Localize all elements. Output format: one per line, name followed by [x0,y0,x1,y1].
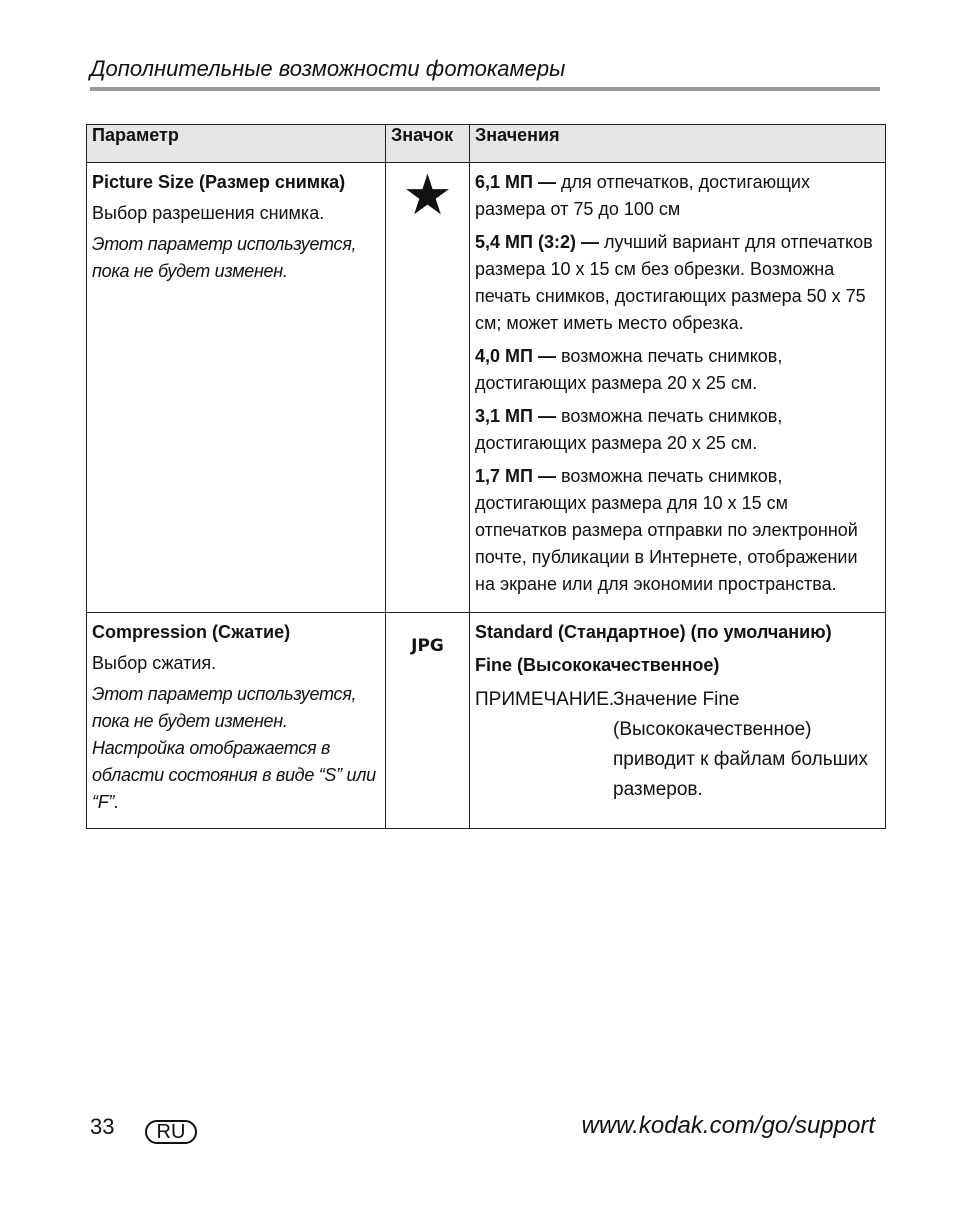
value-label: 5,4 МП (3:2) — [475,232,599,252]
table-row-picture-size [87,163,886,613]
note-label: ПРИМЕЧАНИЕ. [475,689,615,710]
language-badge: RU [145,1120,197,1144]
param-cell [87,613,386,829]
value-item [475,403,880,457]
page-header-title: Дополнительные возможности фотокамеры [90,56,566,81]
note-text: Значение Fine (Высококачественное) приводит к файлам больших размеров. [613,689,868,800]
value-item [475,169,880,223]
support-url: www.kodak.com/go/support [581,1112,875,1139]
value-label: 1,7 МП — [475,466,556,486]
value-item [475,463,880,598]
table-header-row [87,125,886,163]
param-description: Выбор разрешения снимка. [92,203,325,223]
value-text: возможна печать снимков, достигающих размера 20 x 25 см. [475,406,783,453]
param-description: Выбор сжатия. [92,653,217,673]
table-row-compression [87,613,886,829]
icon-cell [386,613,470,829]
column-header-values: Значения [470,125,886,163]
value-label: 4,0 МП — [475,346,556,366]
value-fine: Fine (Высококачественное) [475,655,720,675]
column-header-icon: Значок [386,125,470,163]
jpg-icon: JPG [411,636,444,656]
value-text: для отпечатков, достигающих размера от 75 до 100 см [475,172,810,219]
values-cell [470,163,886,613]
values-cell [470,613,886,829]
star-icon: ★ [402,163,453,226]
value-item [475,229,880,337]
param-note: Этот параметр используется, пока не будет изменен. [92,234,357,281]
page-number: 33 [90,1114,115,1139]
value-label: 6,1 МП — [475,172,556,192]
value-text: лучший вариант для отпечатков размера 10 x 15 см без обрезки. Возможна печать снимков, достигающих размера 50 x 75 см; может иметь место обрезка. [475,232,873,333]
param-cell [87,163,386,613]
param-name: Compression (Сжатие) [92,622,291,642]
column-header-parameter: Параметр [87,125,386,163]
value-text: возможна печать снимков, достигающих размера 20 x 25 см. [475,346,783,393]
settings-table [86,124,886,829]
note-block [475,685,880,805]
value-label: 3,1 МП — [475,406,556,426]
param-note: Этот параметр используется, пока не будет изменен. Настройка отображается в области состояния в виде “S” или “F”. [92,684,376,812]
param-name: Picture Size (Размер снимка) [92,172,346,192]
value-text: возможна печать снимков, достигающих размера для 10 x 15 см отпечатков размера отправки по электронной почте, публикации в Интернете, отображении на экране или для экономии пространства. [475,466,858,594]
value-standard: Standard (Стандартное) (по умолчанию) [475,622,832,642]
header-divider [90,87,880,91]
icon-cell [386,163,470,613]
value-item [475,343,880,397]
